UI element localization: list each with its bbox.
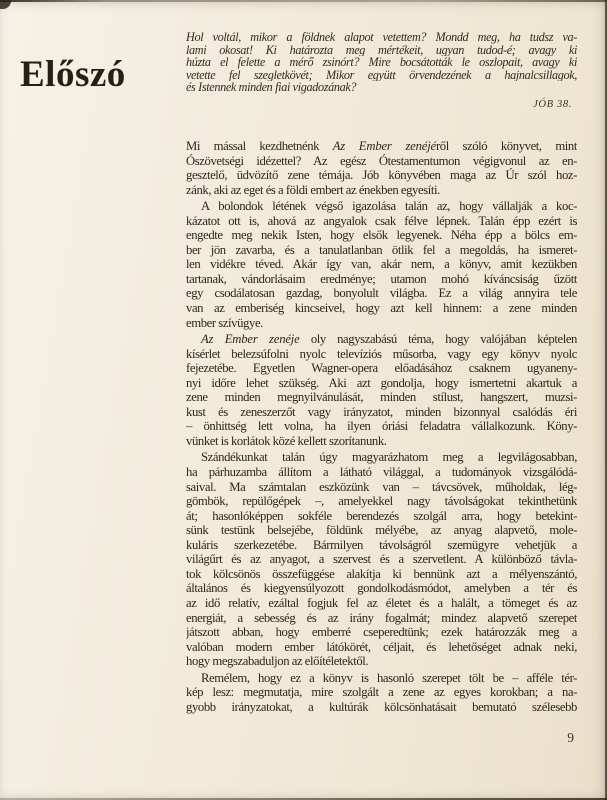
body-line	[186, 700, 577, 715]
body-paragraph	[186, 671, 577, 715]
body-line-text: zene minden megnyilvánulását, minden stílust, hangszert, muzsi-	[186, 390, 577, 405]
body-line	[186, 301, 577, 316]
body-line-text: Mi mással kezdhetnénk	[186, 139, 333, 153]
body-line-text: tartanak, vándorlásaim eredménye; utamon mohó kíváncsiság űzött	[186, 271, 577, 286]
body-line-text: játszott abban, hogy emberré cseperedtünk; ezek határozzák meg a	[186, 625, 577, 640]
body-line	[186, 465, 577, 480]
body-line	[186, 494, 577, 509]
epigraph-line: húzta el felette a mérő zsinórt? Mire bocsátották le oszlopait, avagy ki	[186, 56, 577, 69]
body-line	[186, 347, 577, 362]
body-line-text: tok kölcsönös összefüggése alakítja ki bennünk azt a mélyenszántó,	[186, 566, 577, 581]
body-line-text: engedte meg nekik Isten, hogy elsők legyenek. Néha épp a bölcs em-	[186, 228, 577, 243]
body-line-text: Ószövetségi idézettel? Az egész Ótestamentumon végigvonul az en-	[186, 153, 577, 168]
body-line	[186, 581, 577, 596]
body-line	[186, 332, 577, 347]
epigraph-line: vetette fel szegletkövét; Mikor együtt örvendezének a hajnalcsillagok,	[186, 68, 577, 82]
body-paragraph	[186, 450, 577, 668]
body-line	[186, 228, 577, 243]
body-line	[186, 538, 577, 553]
epigraph-line: lami okosat! Ki határozta meg mértékeit, ugyan tudod-é; avagy ki	[186, 43, 577, 57]
body-line	[186, 214, 577, 229]
body-line-text: – önhittség lett volna, ha ilyen óriási feladatra vállalkozunk. Köny-	[186, 419, 577, 434]
body-line	[186, 286, 577, 301]
body-line-text: ber jön zavarba, és a tanulatlanban ötlik fel a megoldás, ha ismeret-	[186, 242, 577, 257]
body-line-text: hogy megszabaduljon az előítéletektől.	[186, 654, 369, 669]
body-line	[186, 625, 577, 640]
body-paragraph	[186, 199, 577, 330]
body-line-text: ről szóló könyvet, mint	[435, 139, 577, 153]
body-paragraph	[186, 332, 577, 448]
body-line-text: az idő relatív, ezáltal fogjuk fel az életet és a halált, a tömeget és az	[186, 595, 577, 610]
body-line	[186, 405, 577, 420]
body-line-text: kuláris szerkezetébe. Bármilyen távolságról szemügyre vehetjük a	[186, 537, 577, 552]
body-line	[186, 168, 577, 183]
epigraph	[186, 31, 577, 112]
body-line-text: gömbök, repülőgépek –, amelyekkel nagy távolságokat tekinthetünk	[186, 494, 577, 509]
body-line	[186, 243, 577, 258]
body-line	[186, 139, 577, 154]
body-paragraph	[186, 139, 577, 197]
body-line	[186, 509, 577, 524]
body-line	[186, 316, 577, 331]
body-line	[186, 390, 577, 405]
body-line-text: gesztelő, üdvözítő zene témája. Jób könyvében maga az Úr szól hoz-	[186, 168, 577, 183]
body-line-text: fejezetébe. Egyetlen Wagner-opera előadásához csaknem ugyaneny-	[186, 361, 577, 376]
body-line-text: egy csodálatosan gazdag, bonyolult világba. Ez a világ annyira tele	[186, 286, 577, 301]
body-line	[186, 523, 577, 538]
body-line-text: világűrt és az anyagot, a szervest és a szervetlent. A különböző távla-	[186, 552, 577, 567]
body-line	[186, 596, 577, 611]
body-line-text: kép lesz: megmutatja, mire szolgált a zene az egyes korokban; a na-	[186, 685, 577, 700]
body-line-text: saival. Ma számtalan eszközünk van – távcsövek, műholdak, lég-	[186, 479, 577, 494]
body-line-text: Szándékunkat talán úgy magyarázhatom meg a legvilágosabban,	[201, 450, 577, 465]
body-line-text: kust és zeneszerzőt vagy irányzatot, minden bizonnyal csalódás éri	[186, 404, 577, 419]
page-title: Előszó	[20, 53, 126, 95]
body-line	[186, 199, 577, 214]
body-line-text: nyi időre lehet szükség. Aki azt gondolja, hogy ismertetni akartuk a	[186, 375, 577, 390]
body-line	[186, 480, 577, 495]
body-line	[186, 640, 577, 655]
body-line-text: általános és kiegyensúlyozott gondolkodásmódot, amelyben a tér és	[186, 581, 577, 596]
body-line	[186, 671, 577, 686]
body-line	[186, 183, 577, 198]
book-title-italic: Az Ember zenéje	[201, 332, 300, 347]
body-line-text: ember szívügye.	[186, 315, 263, 330]
book-title-italic: Az Ember zenéjé	[332, 139, 436, 153]
body-line-text: ha párhuzamba állítom a látható világgal, a tudományok vizsgálódá-	[186, 465, 577, 480]
body-line-text: gyobb irányzatokat, a kultúrák kölcsönhatásait bemutató szélesebb	[186, 699, 577, 714]
body-line	[186, 419, 577, 434]
body-line	[186, 685, 577, 700]
body-line	[186, 376, 577, 391]
body-line	[186, 567, 577, 582]
body-line-text: vünket is korlátok közé kellett szorítanunk.	[186, 433, 387, 448]
body-line	[186, 654, 577, 669]
scan-edge-top	[0, 0, 607, 2]
epigraph-lines	[186, 31, 577, 94]
body-line	[186, 611, 577, 626]
page-number: 9	[567, 730, 574, 745]
body-line-text: oly nagyszabású téma, hogy valójában képtelen	[299, 332, 577, 347]
body-line-text: kázatot ott is, ahová az angyalok csak félve lépnek. Talán épp ezért is	[186, 213, 577, 228]
body-line-text: energiát, a sebesség és az irány fogalmát; mindez alapvető szerepet	[186, 610, 577, 625]
body-line	[186, 450, 577, 465]
body-line-text: valóban modern ember látókörét, céljait, és lehetőséget adnak neki,	[186, 639, 577, 654]
body-line	[186, 154, 577, 169]
body-line	[186, 361, 577, 376]
body-line-text: van az emberiség kincseivel, hogy azt kell hinnem: a zene minden	[186, 301, 577, 316]
body-line-text: len vidékre téved. Akár így van, akár nem, a könyv, amit kezükben	[186, 257, 577, 272]
body-line-text: sünk testünk belsejébe, földünk mélyébe, az anyag alapvető, mole-	[186, 523, 577, 538]
body-line	[186, 434, 577, 449]
body-line-text: A bolondok létének végső igazolása talán az, hogy vállalják a koc-	[201, 199, 577, 214]
body-line-text: zánk, aki az eget és a földi embert az énekben egyesíti.	[186, 182, 440, 197]
epigraph-line: Hol voltál, mikor a földnek alapot vetettem? Mondd meg, ha tudsz va-	[186, 31, 577, 44]
body-line	[186, 272, 577, 287]
body-line-text: át; hasonlóképpen sokféle berendezés szolgál arra, hogy betekint-	[186, 508, 577, 523]
epigraph-attribution: JÓB 38.	[533, 98, 572, 110]
body-line-text: kísérlet belezsúfolni nyolc televíziós műsorba, vagy egy könyv nyolc	[186, 346, 577, 361]
body-line-text: Remélem, hogy ez a könyv is hasonló szerepet tölt be – afféle tér-	[201, 670, 577, 685]
epigraph-line: és Istennek minden fiai vigadozának?	[186, 81, 357, 94]
body-text	[186, 139, 577, 714]
body-line	[186, 552, 577, 567]
body-line	[186, 257, 577, 272]
